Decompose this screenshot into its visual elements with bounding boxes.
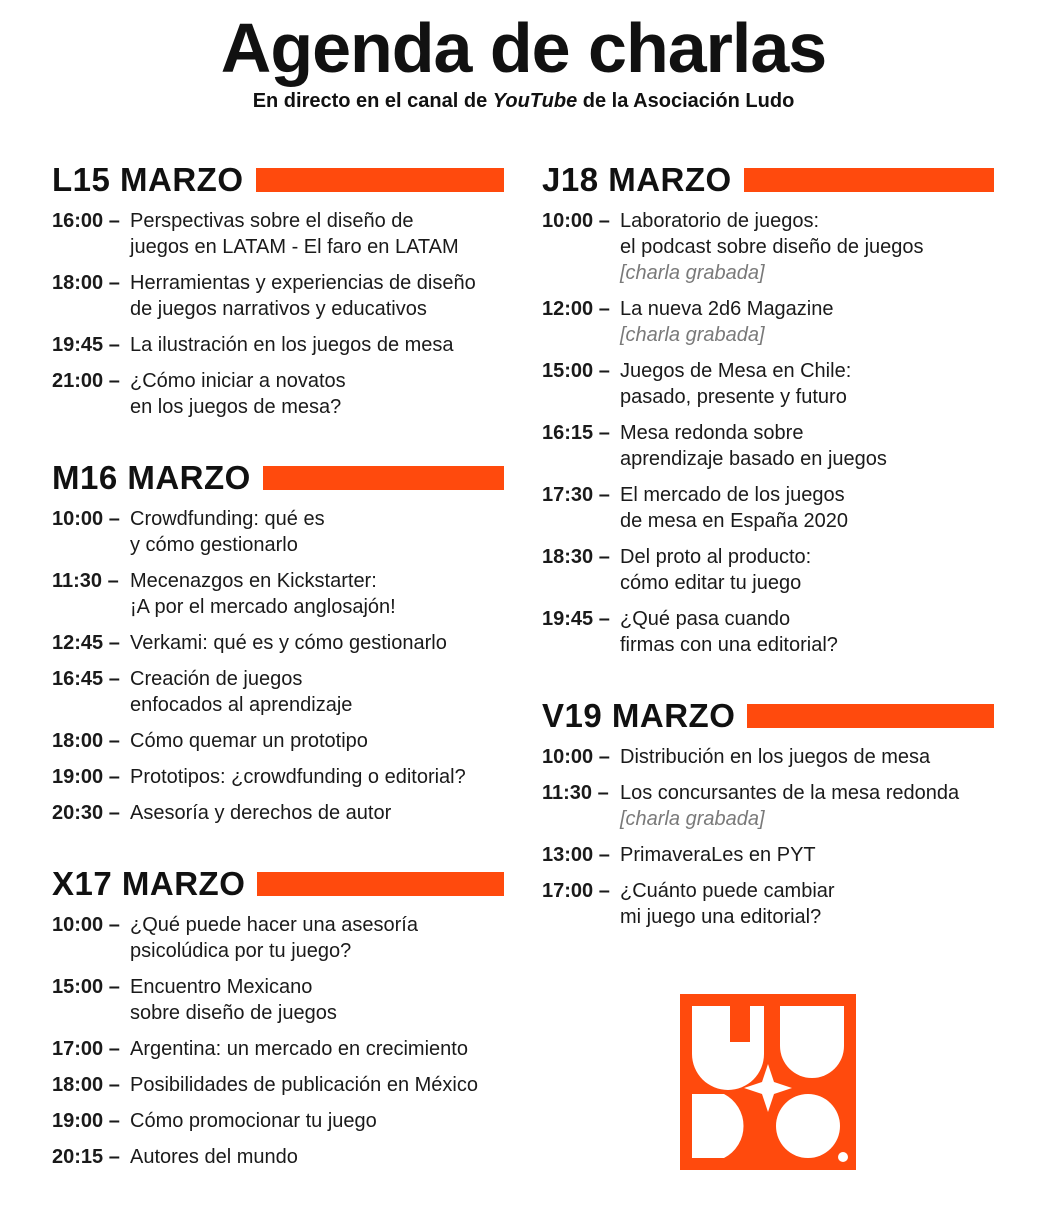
- event-time: 17:00 –: [542, 880, 610, 902]
- right-column: [542, 160, 994, 968]
- event-title: [130, 1144, 504, 1170]
- page-title: Agenda de charlas: [220, 9, 827, 87]
- schedule-item: [52, 1108, 504, 1134]
- event-time: 10:00 –: [52, 914, 120, 936]
- event-title: [620, 842, 994, 868]
- event-title-line: en los juegos de mesa?: [130, 396, 342, 418]
- subtitle-pre: En directo en el canal de: [252, 90, 493, 112]
- event-title-line: Creación de juegos: [130, 668, 303, 690]
- schedule-item: [542, 842, 994, 868]
- day-header: [542, 160, 994, 200]
- event-title-line: ¿Qué puede hacer una asesoría: [130, 914, 418, 936]
- event-title-line: Los concursantes de la mesa redonda: [620, 782, 960, 804]
- event-title: [620, 208, 994, 286]
- event-time: 11:30 –: [52, 570, 119, 592]
- event-time: 17:00 –: [52, 1038, 120, 1060]
- event-time: 21:00 –: [52, 370, 120, 392]
- day-section: [542, 696, 994, 930]
- event-time: 10:00 –: [542, 746, 610, 768]
- schedule-item: [542, 878, 994, 930]
- event-title: [620, 744, 994, 770]
- event-time: 18:00 –: [52, 1074, 120, 1096]
- event-title-line: Herramientas y experiencias de diseño: [130, 272, 476, 294]
- event-title-line: el podcast sobre diseño de juegos: [620, 236, 924, 258]
- event-time: 20:30 –: [52, 802, 120, 824]
- event-title-line: ¿Cuánto puede cambiar: [620, 880, 835, 902]
- event-title-line: La nueva 2d6 Magazine: [620, 298, 834, 320]
- day-header: [52, 864, 504, 904]
- event-title: [130, 368, 504, 420]
- event-title-line: psicolúdica por tu juego?: [130, 940, 352, 962]
- schedule-item: [542, 420, 994, 472]
- schedule-item: [52, 332, 504, 358]
- day-label: M16 MARZO: [52, 459, 251, 496]
- schedule-item: [52, 1072, 504, 1098]
- event-title-line: firmas con una editorial?: [620, 634, 838, 656]
- day-label: X17 MARZO: [52, 865, 246, 902]
- event-title: [130, 332, 504, 358]
- event-time: 11:30 –: [542, 782, 609, 804]
- schedule-item: [52, 666, 504, 718]
- event-title-line: Cómo quemar un prototipo: [130, 730, 368, 752]
- page-subtitle: [0, 90, 1047, 113]
- event-time: 19:45 –: [52, 334, 120, 356]
- schedule-item: [52, 800, 504, 826]
- event-title-line: enfocados al aprendizaje: [130, 694, 353, 716]
- event-title-line: Autores del mundo: [130, 1146, 298, 1168]
- schedule-item: [52, 568, 504, 620]
- event-title-line: Distribución en los juegos de mesa: [620, 746, 931, 768]
- event-title: [130, 208, 504, 260]
- event-title: [130, 568, 504, 620]
- event-title-line: Encuentro Mexicano: [130, 976, 313, 998]
- event-title: [130, 800, 504, 826]
- event-title: [130, 728, 504, 754]
- schedule-item: [52, 208, 504, 260]
- event-title-line: Del proto al producto:: [620, 546, 812, 568]
- event-title: [130, 764, 504, 790]
- day-section: [52, 160, 504, 420]
- event-title-line: pasado, presente y futuro: [620, 386, 847, 408]
- subtitle-post: de la Asociación Ludo: [577, 90, 795, 112]
- schedule-item: [52, 912, 504, 964]
- event-time: 16:15 –: [542, 422, 610, 444]
- schedule-item: [542, 208, 994, 286]
- event-title-line: sobre diseño de juegos: [130, 1002, 337, 1024]
- day-header: [542, 696, 994, 736]
- schedule-item: [52, 1144, 504, 1170]
- day-label: J18 MARZO: [542, 161, 732, 198]
- event-time: 10:00 –: [52, 508, 120, 530]
- day-header: [52, 458, 504, 498]
- event-time: 19:00 –: [52, 766, 120, 788]
- event-title-line: Crowdfunding: qué es: [130, 508, 325, 530]
- event-title-line: ¿Cómo iniciar a novatos: [130, 370, 346, 392]
- event-time: 16:45 –: [52, 668, 120, 690]
- event-time: 12:00 –: [542, 298, 610, 320]
- event-time: 15:00 –: [542, 360, 610, 382]
- event-title: [130, 506, 504, 558]
- schedule-item: [52, 630, 504, 656]
- schedule-item: [52, 270, 504, 322]
- day-accent-bar: [263, 466, 504, 490]
- event-title: [620, 780, 994, 832]
- day-header: [52, 160, 504, 200]
- event-title-line: y cómo gestionarlo: [130, 534, 298, 556]
- schedule-item: [542, 482, 994, 534]
- day-section: [542, 160, 994, 658]
- event-title: [620, 878, 994, 930]
- event-title: [130, 270, 504, 322]
- event-title-line: juegos en LATAM - El faro en LATAM: [130, 236, 459, 258]
- day-label: L15 MARZO: [52, 161, 244, 198]
- day-label: V19 MARZO: [542, 697, 736, 734]
- event-title: [130, 1036, 504, 1062]
- day-section: [52, 458, 504, 826]
- event-title-line: Perspectivas sobre el diseño de: [130, 210, 414, 232]
- event-title-line: Juegos de Mesa en Chile:: [620, 360, 852, 382]
- event-title-line: Prototipos: ¿crowdfunding o editorial?: [130, 766, 466, 788]
- event-title: [620, 358, 994, 410]
- event-title-line: Argentina: un mercado en crecimiento: [130, 1038, 468, 1060]
- event-title-line: ¿Qué pasa cuando: [620, 608, 791, 630]
- event-title-line: mi juego una editorial?: [620, 906, 822, 928]
- event-title-line: cómo editar tu juego: [620, 572, 802, 594]
- event-title-line: aprendizaje basado en juegos: [620, 448, 887, 470]
- event-title-line: Mesa redonda sobre: [620, 422, 804, 444]
- schedule-item: [542, 606, 994, 658]
- subtitle-youtube: YouTube: [492, 90, 578, 112]
- schedule-item: [52, 368, 504, 420]
- event-time: 16:00 –: [52, 210, 120, 232]
- day-accent-bar: [256, 168, 504, 192]
- event-title: [620, 420, 994, 472]
- event-title-line: El mercado de los juegos: [620, 484, 845, 506]
- event-title-line: PrimaveraLes en PYT: [620, 844, 816, 866]
- event-title: [130, 974, 504, 1026]
- schedule-item: [542, 358, 994, 410]
- event-time: 10:00 –: [542, 210, 610, 232]
- event-time: 19:00 –: [52, 1110, 120, 1132]
- event-title-line: de mesa en España 2020: [620, 510, 848, 532]
- event-time: 20:15 –: [52, 1146, 120, 1168]
- left-column: [52, 160, 504, 1208]
- event-title-line: de juegos narrativos y educativos: [130, 298, 427, 320]
- event-title-line: Mecenazgos en Kickstarter:: [130, 570, 377, 592]
- schedule-item: [542, 780, 994, 832]
- event-note: [charla grabada]: [620, 808, 765, 830]
- event-title-line: La ilustración en los juegos de mesa: [130, 334, 454, 356]
- event-title: [130, 1108, 504, 1134]
- event-time: 19:45 –: [542, 608, 610, 630]
- event-note: [charla grabada]: [620, 262, 765, 284]
- event-title-line: Cómo promocionar tu juego: [130, 1110, 377, 1132]
- schedule-item: [542, 296, 994, 348]
- event-title-line: Asesoría y derechos de autor: [130, 802, 392, 824]
- event-note: [charla grabada]: [620, 324, 765, 346]
- schedule-item: [52, 1036, 504, 1062]
- event-title-line: Laboratorio de juegos:: [620, 210, 820, 232]
- event-title: [130, 630, 504, 656]
- schedule-item: [52, 764, 504, 790]
- event-time: 18:30 –: [542, 546, 610, 568]
- event-title: [620, 544, 994, 596]
- event-time: 12:45 –: [52, 632, 120, 654]
- event-title: [130, 666, 504, 718]
- ludo-logo: [680, 994, 856, 1170]
- event-time: 18:00 –: [52, 730, 120, 752]
- schedule-item: [52, 728, 504, 754]
- day-accent-bar: [744, 168, 994, 192]
- event-time: 13:00 –: [542, 844, 610, 866]
- event-time: 15:00 –: [52, 976, 120, 998]
- event-time: 17:30 –: [542, 484, 610, 506]
- event-title: [620, 606, 994, 658]
- event-time: 18:00 –: [52, 272, 120, 294]
- event-title-line: Posibilidades de publicación en México: [130, 1074, 478, 1096]
- event-title: [130, 1072, 504, 1098]
- event-title-line: ¡A por el mercado anglosajón!: [130, 596, 396, 618]
- event-title: [620, 296, 994, 348]
- event-title-line: Verkami: qué es y cómo gestionarlo: [130, 632, 447, 654]
- event-title: [130, 912, 504, 964]
- schedule-item: [52, 974, 504, 1026]
- event-title: [620, 482, 994, 534]
- schedule-item: [542, 744, 994, 770]
- day-accent-bar: [257, 872, 504, 896]
- schedule-item: [52, 506, 504, 558]
- day-section: [52, 864, 504, 1170]
- day-accent-bar: [747, 704, 994, 728]
- schedule-item: [542, 544, 994, 596]
